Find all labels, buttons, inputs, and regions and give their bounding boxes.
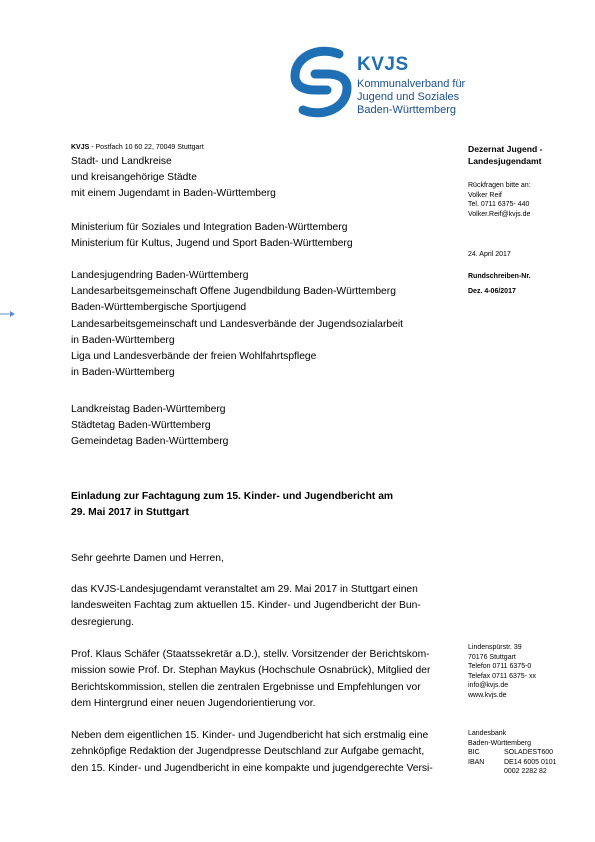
office-email[interactable]: info@kvjs.de bbox=[468, 682, 509, 690]
paragraph-line: Prof. Klaus Schäfer (Staatssekretär a.D.), stellv. Vorsitzender der Berichtskom- bbox=[71, 649, 430, 660]
contact-phone: Tel. 0711 6375- 440 bbox=[468, 201, 530, 209]
bank-name-1: Landesbank bbox=[468, 730, 507, 737]
logo-line-2: Jugend und Soziales bbox=[357, 91, 460, 103]
office-city: 70176 Stuttgart bbox=[468, 653, 516, 661]
recipient-line: in Baden-Württemberg bbox=[71, 334, 175, 346]
office-phone: Telefon 0711 6375-0 bbox=[468, 663, 532, 671]
bic-row bbox=[468, 748, 557, 758]
subject-line-2: 29. Mai 2017 in Stuttgart bbox=[71, 507, 189, 519]
department-heading bbox=[468, 143, 543, 167]
paragraph-line: Neben dem eigentlichen 15. Kinder- und Jugendbericht hat sich erstmalig eine bbox=[71, 730, 429, 741]
contact-name: Volker Reif bbox=[468, 191, 502, 199]
recipient-line: Gemeindetag Baden-Württemberg bbox=[71, 436, 229, 448]
paragraph-3 bbox=[71, 728, 433, 777]
recipient-line: Baden-Württembergische Sportjugend bbox=[71, 302, 247, 314]
fold-mark-icon bbox=[0, 311, 16, 317]
recipient-group-municipalities bbox=[71, 154, 276, 203]
logo-line-1: Kommunalverband für bbox=[357, 78, 466, 90]
bic-value: SOLADEST600 bbox=[504, 749, 554, 757]
circular-label: Rundschreiben-Nr. bbox=[468, 273, 531, 280]
recipient-group-ministries bbox=[71, 220, 353, 252]
recipient-line: Landesarbeitsgemeinschaft und Landesverbände der Jugendsozialarbeit bbox=[71, 318, 404, 330]
paragraph-line: mission sowie Prof. Dr. Stephan Maykus (Hochschule Osnabrück), Mitglied der bbox=[71, 665, 431, 677]
contact-email[interactable]: Volker.Reif@kvjs.de bbox=[468, 210, 531, 218]
letter-date: 24. April 2017 bbox=[468, 251, 511, 258]
recipient-line: Landesarbeitsgemeinschaft Offene Jugendbildung Baden-Württemberg bbox=[71, 286, 396, 298]
sender-org: KVJS bbox=[71, 144, 90, 151]
paragraph-line: dem Hintergrund einer neuen Jugendorientierung vor. bbox=[71, 698, 316, 710]
paragraph-line: das KVJS-Landesjugendamt veranstaltet am 29. Mai 2017 in Stuttgart einen bbox=[71, 584, 418, 595]
logo-wordmark: KVJS bbox=[357, 54, 409, 75]
recipient-line: und kreisangehörige Städte bbox=[71, 172, 197, 184]
contact-label: Rückfragen bitte an: bbox=[468, 182, 531, 189]
office-street: Lindenspürstr. 39 bbox=[468, 644, 522, 651]
recipient-line: Ministerium für Soziales und Integration Baden-Württemberg bbox=[71, 222, 348, 233]
paragraph-2 bbox=[71, 647, 430, 713]
recipient-line: Städtetag Baden-Württemberg bbox=[71, 420, 211, 432]
bank-name-2: Baden-Württemberg bbox=[468, 739, 532, 747]
paragraph-line: den 15. Kinder- und Jugendbericht in eine kompakte und jugendgerechte Versi- bbox=[71, 762, 433, 774]
bank-block bbox=[468, 729, 557, 777]
sender-address: - Postfach 10 60 22, 70049 Stuttgart bbox=[89, 144, 204, 151]
recipient-line: Stadt- und Landkreise bbox=[71, 156, 172, 167]
recipient-line: in Baden-Württemberg bbox=[71, 367, 175, 379]
letter-subject bbox=[71, 489, 393, 522]
sender-return-line bbox=[71, 143, 204, 152]
paragraph-line: zehnköpfige Redaktion der Jugendpresse Deutschland zur Aufgabe gemacht, bbox=[71, 746, 425, 758]
iban-row-2 bbox=[468, 767, 557, 777]
iban-value-1: DE14 6005 0101 bbox=[504, 758, 557, 766]
recipient-line: Landesjugendring Baden-Württemberg bbox=[71, 270, 249, 281]
recipient-group-municipal-associations bbox=[71, 402, 228, 451]
paragraph-line: Berichtskommission, stellen die zentralen Ergebnisse und Empfehlungen vor bbox=[71, 681, 421, 693]
department-line-1: Dezernat Jugend - bbox=[468, 144, 543, 154]
iban-value-2: 0002 2282 82 bbox=[504, 768, 547, 776]
circular-number: Dez. 4-06/2017 bbox=[468, 288, 516, 295]
department-line-2: Landesjugendamt bbox=[468, 156, 542, 166]
subject-line-1: Einladung zur Fachtagung zum 15. Kinder- und Jugendbericht am bbox=[71, 491, 394, 502]
recipient-line: mit einem Jugendamt in Baden-Württemberg bbox=[71, 188, 276, 200]
paragraph-line: desregierung. bbox=[71, 616, 134, 628]
office-website[interactable]: www.kvjs.de bbox=[468, 691, 507, 699]
paragraph-line: landesweiten Fachtag zum aktuellen 15. Kinder- und Jugendbericht der Bun- bbox=[71, 600, 421, 612]
paragraph-1 bbox=[71, 582, 421, 631]
kvjs-logo-icon bbox=[289, 46, 353, 118]
salutation: Sehr geehrte Damen und Herren, bbox=[71, 553, 224, 564]
recipient-group-associations bbox=[71, 268, 403, 381]
iban-row bbox=[468, 758, 557, 768]
office-fax: Telefax 0711 6375- xx bbox=[468, 672, 536, 680]
office-address-block bbox=[468, 643, 536, 701]
iban-label: IBAN bbox=[468, 758, 485, 766]
bic-label: BIC bbox=[468, 749, 480, 757]
recipient-line: Landkreistag Baden-Württemberg bbox=[71, 404, 226, 415]
logo-line-3: Baden-Württemberg bbox=[357, 104, 457, 116]
recipient-line: Liga und Landesverbände der freien Wohlfahrtspflege bbox=[71, 350, 317, 362]
recipient-line: Ministerium für Kultus, Jugend und Sport Baden-Württemberg bbox=[71, 238, 353, 250]
contact-block bbox=[468, 181, 531, 219]
